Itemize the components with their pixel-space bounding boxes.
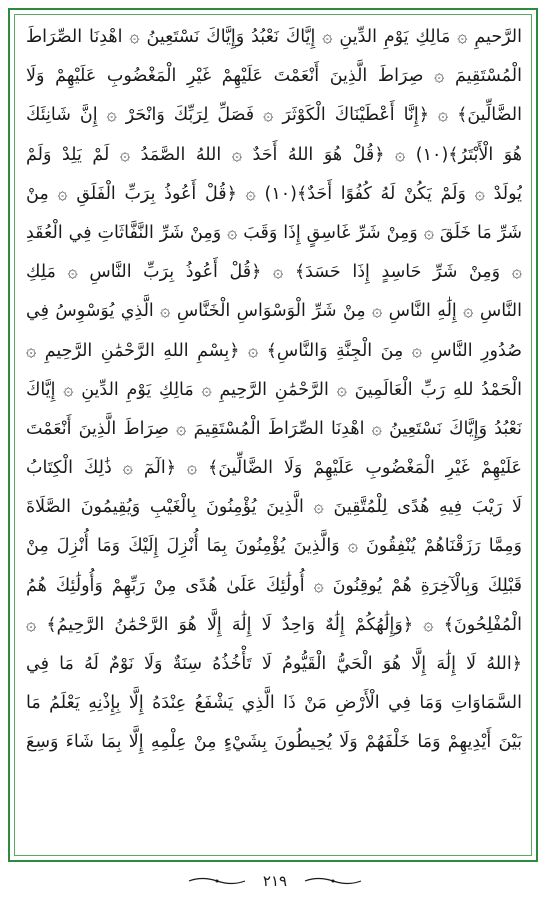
text-line-12: عَلَيْهِمْ غَيْرِ الْمَغْضُوبِ عَلَيْهِمْ وَلَا الضَّالِّينَ﴾ ۞ ﴿الٓمٓ ۞ ذَٰلِكَ الْكِتَابُ xyxy=(26,458,522,479)
text-line-9: صُدُورِ النَّاسِ ۞ مِنَ الْجِنَّةِ وَالنَّاسِ﴾ ۞ ﴿بِسْمِ اللهِ الرَّحْمَٰنِ الرَّحِيمِ ۞ xyxy=(26,340,522,361)
text-line-19: بَيْنَ أَيْدِيهِمْ وَمَا خَلْفَهُمْ وَلَا يُحِيطُونَ بِشَيْءٍ مِنْ عِلْمِهِ إِلَّا بِمَا شَاءَ وَسِعَ xyxy=(26,732,522,753)
ornament-left-icon xyxy=(187,876,247,886)
text-line-2: الْمُسْتَقِيمَ ۞ صِرَاطَ الَّذِينَ أَنْعَمْتَ عَلَيْهِمْ غَيْرِ الْمَغْضُوبِ عَلَيْهِمْ وَلَا xyxy=(26,66,522,87)
text-line-18: السَّمَاوَاتِ وَمَا فِي الْأَرْضِ مَنْ ذَا الَّذِي يَشْفَعُ عِنْدَهُ إِلَّا بِإِذْنِهِ يَعْلَمُ مَا xyxy=(26,693,522,714)
text-line-17: ﴿اللهُ لَا إِلَٰهَ إِلَّا هُوَ الْحَيُّ الْقَيُّومُ لَا تَأْخُذُهُ سِنَةٌ وَلَا نَوْمٌ لَهُ مَا فِي xyxy=(26,654,522,674)
text-line-5: يُولَدْ ۞ وَلَمْ يَكُنْ لَهُ كُفُوًا أَحَدٌ﴾(١٠) ۞ ﴿قُلْ أَعُوذُ بِرَبِّ الْفَلَقِ ۞ مِنْ xyxy=(26,183,522,204)
page-footer xyxy=(0,866,550,896)
text-line-15: قَبْلِكَ وَبِالْآخِرَةِ هُمْ يُوقِنُونَ ۞ أُولَٰئِكَ عَلَىٰ هُدًى مِنْ رَبِّهِمْ وَأُولَٰئِكَ هُمُ xyxy=(26,575,522,596)
text-line-3: الضَّالِّينَ﴾ ۞ ﴿إِنَّا أَعْطَيْنَاكَ الْكَوْثَرَ ۞ فَصَلِّ لِرَبِّكَ وَانْحَرْ ۞ إِنَّ شَانِئَكَ xyxy=(26,105,522,126)
text-line-13: لَا رَيْبَ فِيهِ هُدًى لِلْمُتَّقِينَ ۞ الَّذِينَ يُؤْمِنُونَ بِالْغَيْبِ وَيُقِيمُونَ الصَّلَاةَ xyxy=(26,497,522,518)
text-line-1: الرَّحيمِ ۞ مَالِكِ يَوْمِ الدِّينِ ۞ إِيَّاكَ نَعْبُدُ وَإِيَّاكَ نَسْتَعِينُ ۞ اهْدِنَا الصِّرَاطَ xyxy=(26,27,522,47)
text-line-4: هُوَ الْأَبْتَرُ﴾(١٠) ۞ ﴿قُلْ هُوَ اللهُ أَحَدٌ ۞ اللهُ الصَّمَدُ ۞ لَمْ يَلِدْ وَلَمْ xyxy=(26,144,522,165)
ornament-right-icon xyxy=(303,876,363,886)
text-line-11: نَعْبُدُ وَإِيَّاكَ نَسْتَعِينُ ۞ اهْدِنَا الصِّرَاطَ الْمُسْتَقِيمَ ۞ صِرَاطَ الَّذِينَ أَنْعَمْتَ xyxy=(26,418,522,439)
text-line-10: الْحَمْدُ للهِ رَبِّ الْعَالَمِينَ ۞ الرَّحْمَٰنِ الرَّحِيمِ ۞ مَالِكِ يَوْمِ الدِّينِ ۞ إِيَّاكَ xyxy=(26,379,522,400)
text-line-6: شَرِّ مَا خَلَقَ ۞ وَمِنْ شَرِّ غَاسِقٍ إِذَا وَقَبَ ۞ وَمِنْ شَرِّ النَّفَّاثَاتِ فِي الْعُقَدِ xyxy=(26,222,522,243)
page-number: ٢١٩ xyxy=(262,872,288,890)
text-line-7: ۞ وَمِنْ شَرِّ حَاسِدٍ إِذَا حَسَدَ﴾ ۞ ﴿قُلْ أَعُوذُ بِرَبِّ النَّاسِ ۞ مَلِكِ xyxy=(26,262,522,283)
text-line-16: الْمُفْلِحُونَ﴾ ۞ ﴿وَإِلَٰهُكُمْ إِلَٰهٌ وَاحِدٌ لَا إِلَٰهَ إِلَّا هُوَ الرَّحْمَٰنُ الرَّحِيمُ﴾ ۞ xyxy=(26,614,522,635)
text-line-14: وَمِمَّا رَزَقْنَاهُمْ يُنْفِقُونَ ۞ وَالَّذِينَ يُؤْمِنُونَ بِمَا أُنْزِلَ إِلَيْكَ وَمَا أُنْزِلَ مِنْ xyxy=(26,536,522,557)
text-block xyxy=(26,18,522,852)
text-line-8: النَّاسِ ۞ إِلَٰهِ النَّاسِ ۞ مِنْ شَرِّ الْوَسْوَاسِ الْخَنَّاسِ ۞ الَّذِي يُوَسْوِسُ فِي xyxy=(26,301,522,322)
